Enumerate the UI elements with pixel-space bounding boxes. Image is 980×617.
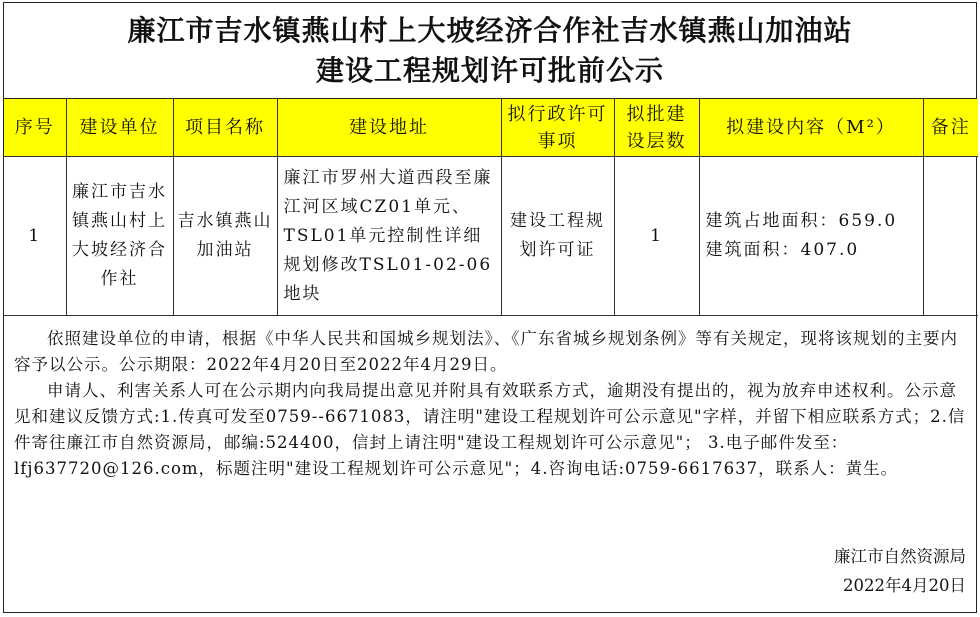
- cell-unit: 廉江市吉水镇燕山村上大坡经济合作社: [66, 157, 173, 316]
- page-title: [4, 3, 976, 99]
- table-header-row: [4, 99, 978, 157]
- cell-floors: 1: [614, 157, 699, 316]
- notice-paragraph-1: 依照建设单位的申请，根据《中华人民共和国城乡规划法》、《广东省城乡规划条例》等有关规定，现将该规划的主要内容予以公示。公示期限：2022年4月20日至2022年4月29日。: [14, 329, 958, 374]
- header-seq: 序号: [4, 99, 66, 157]
- cell-matter: 建设工程规划许可证: [501, 157, 614, 316]
- content-floor-area: 建筑面积：407.0: [705, 240, 860, 260]
- cell-project: 吉水镇燕山加油站: [173, 157, 277, 316]
- content-land-area: 建筑占地面积：659.0: [705, 211, 898, 231]
- cell-address: 廉江市罗州大道西段至廉江河区域CZ01单元、TSL01单元控制性详细规划修改TSL01-02-06地块: [277, 157, 501, 316]
- signature-date: 2022年4月20日: [843, 576, 966, 595]
- permit-table: [4, 99, 978, 316]
- header-address: 建设地址: [277, 99, 501, 157]
- cell-content: [699, 157, 923, 316]
- header-content: 拟建设内容（M²）: [699, 99, 923, 157]
- title-line-1: 廉江市吉水镇燕山村上大坡经济合作社吉水镇燕山加油站: [127, 13, 853, 47]
- signature-org: 廉江市自然资源局: [834, 547, 966, 566]
- cell-seq: 1: [4, 157, 66, 316]
- signature-block: [834, 542, 966, 600]
- header-project: 项目名称: [173, 99, 277, 157]
- notice-sheet: [3, 2, 977, 613]
- notice-paragraph-2: 申请人、利害关系人可在公示期内向我局提出意见并附具有效联系方式，逾期没有提出的，视为放弃申述权利。公示意见和建议反馈方式:1.传真可发至0759--6671083，请注明"建设工程规划许可公示意见"字样，并留下相应联系方式；2.信件寄往廉江市自然资源局，邮编:524400，信封上请注明"建设工程规划许可公示意见"； 3.电子邮件发至：lfj637720@126.com，标题注明"建设工程规划许可公示意见"；4.咨询电话:0759-6617637，联系人：黄生。: [14, 381, 966, 478]
- cell-remark: [923, 157, 978, 316]
- table-row: [4, 157, 978, 316]
- header-matter: 拟行政许可事项: [501, 99, 614, 157]
- title-line-2: 建设工程规划许可批前公示: [315, 53, 664, 87]
- notice-body: [4, 316, 976, 482]
- header-remark: 备注: [923, 99, 978, 157]
- header-floors: 拟批建设层数: [614, 99, 699, 157]
- header-unit: 建设单位: [66, 99, 173, 157]
